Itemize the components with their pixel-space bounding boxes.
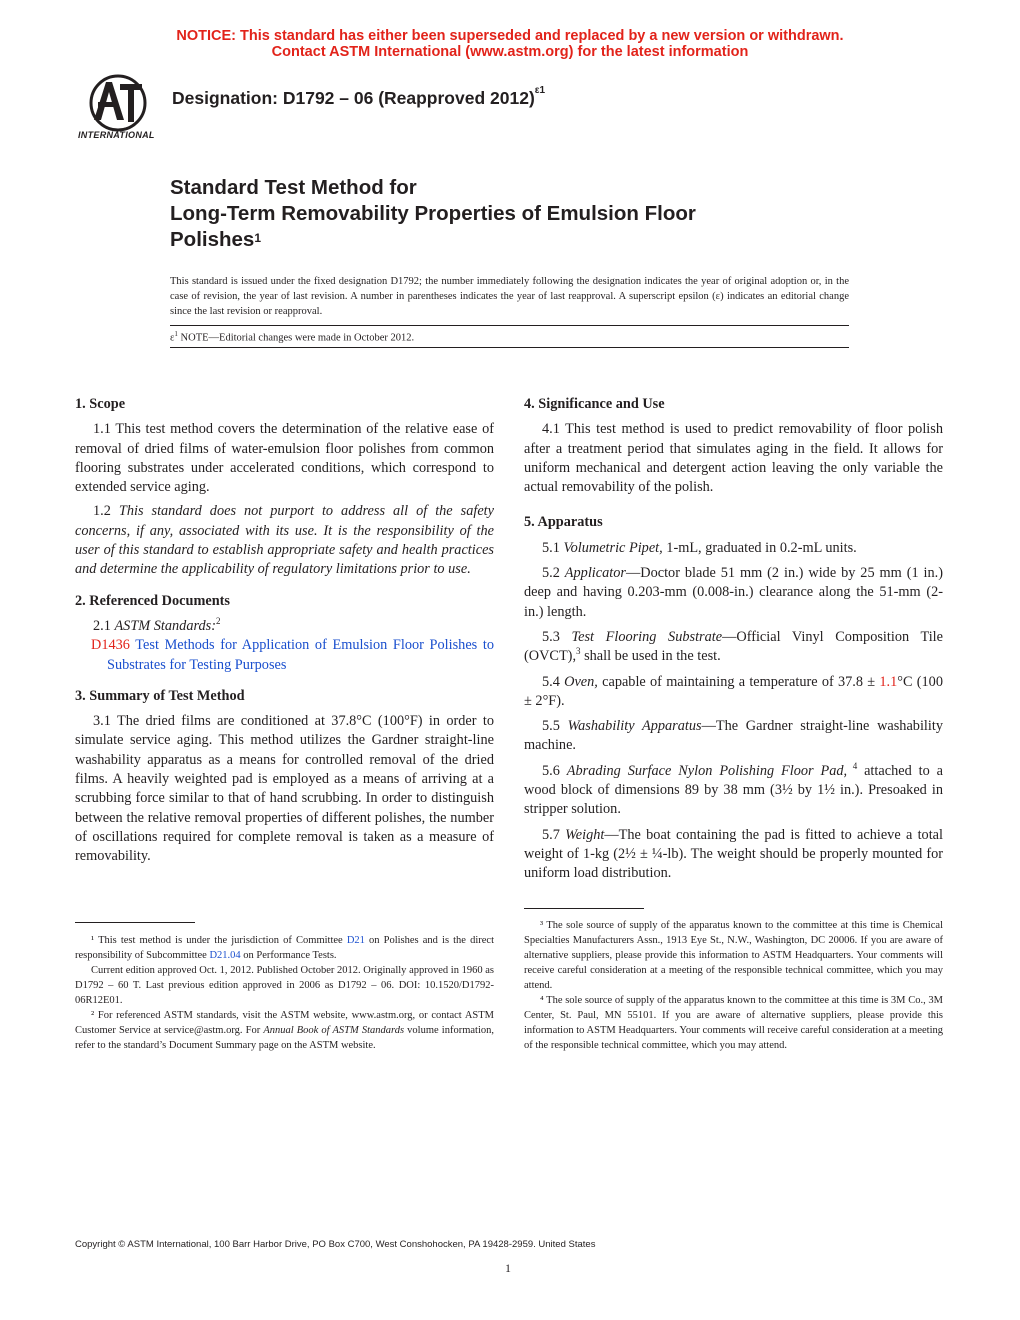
astm-logo: [72, 72, 164, 144]
footnote-rule-right: [524, 908, 644, 909]
committee-d21-link[interactable]: D21: [346, 935, 365, 946]
section-5-heading: 5. Apparatus: [524, 514, 603, 531]
top-rule: [170, 325, 849, 326]
footnote-4: ⁴ The sole source of supply of the apparatus known to the committee at this time is 3M Co., 3M Center, St. Paul, MN 55101. If you are aware of alternative suppliers, please provide this information to ASTM Headquarters. Your comments will receive careful consideration at a meeting of the responsible technical committee, which you may attend.: [524, 995, 943, 1051]
designation-text: Designation: D1792 – 06 (Reapproved 2012): [172, 88, 535, 108]
note-rule: [170, 347, 849, 348]
section-5-3: 5.3 Test Flooring Substrate—Official Vinyl Composition Tile (OVCT),$^3$ shall be used in the test.: [524, 628, 943, 665]
page-number: 1: [505, 1261, 511, 1275]
section-3-1: 3.1 The dried films are conditioned at 37.8°C (100°F) in order to simulate service aging. This method utilizes the Gardner straight-line washability apparatus as a means for controlled removal of the dried films. A heavily weighted pad is employed as a means of arriving at a scrubbing force similar to that of hand scrubbing. In order to distinguish between the relative removal properties of different polishes, the number of oscillations required for complete removal is taken as a measure of removability.: [75, 713, 494, 865]
footnotes-right: [524, 918, 943, 1053]
designation-epsilon: ε1: [534, 85, 546, 96]
section-5-5: 5.5 Washability Apparatus—The Gardner straight-line washability machine.: [524, 718, 943, 754]
section-5-4: 5.4 Oven, capable of maintaining a temperature of 37.8 ± 1.1°C (100 ± 2°F).: [524, 673, 943, 709]
title-line-2: Long-Term Removability Properties of Emulsion Floor: [170, 202, 696, 225]
copyright: Copyright © ASTM International, 100 Barr Harbor Drive, PO Box C700, West Conshohocken, PA 19428-2959. United States: [75, 1239, 596, 1250]
section-4-heading: 4. Significance and Use: [524, 396, 665, 412]
temperature-tolerance: 1.1: [879, 673, 898, 690]
section-2-heading: 2. Referenced Documents: [75, 592, 230, 609]
ref-code[interactable]: D1436: [91, 637, 130, 654]
designation: [172, 85, 546, 109]
left-column: [75, 395, 494, 867]
section-1-1: 1.1 This test method covers the determination of the relative ease of removal of dried films of water-emulsion floor polishes from common flooring substrates under accelerated conditions, which correspond to extended service aging.: [75, 421, 494, 496]
notice-line-2: Contact ASTM International (www.astm.org) for the latest information: [271, 44, 749, 60]
section-5-7: 5.7 Weight—The boat containing the pad is fitted to achieve a total weight of 1-kg (2½ ± ¼-lb). The weight should be properly mounted for uniform load distribution.: [524, 826, 943, 882]
footnote-3: ³ The sole source of supply of the apparatus known to the committee at this time is Chemical Specialties Manufacturers Assn., 1913 Eye St., N.W., Washington, DC 20006. If you are aware of alternative suppliers, please provide this information to ASTM Headquarters. Your comments will receive careful consideration at a meeting of the responsible technical committee, which you may attend.: [524, 920, 943, 991]
notice-line-1: NOTICE: This standard has either been superseded and replaced by a new version or withdrawn.: [176, 28, 844, 44]
footnote-2: ² For referenced ASTM standards, visit the ASTM website, www.astm.org, or contact ASTM Customer Service at service@astm.org. For Annual Book of ASTM Standards volume information, refer to the standard’s Document Summary page on the ASTM website.: [75, 1010, 494, 1051]
reference-d1436[interactable]: [75, 636, 494, 675]
section-4-1: 4.1 This test method is used to predict removability of floor polish after a treatment period that simulates aging in the field. It allows for uniform mechanical and detergent action leaving the only variable the actual removability of the polish.: [524, 421, 943, 496]
document-title: [170, 175, 696, 253]
footnotes-left: [75, 933, 494, 1053]
section-2-1: 2.1 ASTM Standards:$^2$: [93, 616, 221, 634]
title-footnote-ref: 1: [254, 231, 261, 245]
ref-title[interactable]: Test Methods for Application of Emulsion Floor Polishes to Substrates for Testing Purposes: [107, 637, 494, 673]
right-column: [524, 395, 943, 884]
logo-text: INTERNATIONAL: [78, 130, 155, 140]
footnote-rule-left: [75, 922, 195, 923]
intro-paragraph: This standard is issued under the fixed designation D1792; the number immediately following the designation indicates the year of original adoption or, in the case of revision, the year of last revision. A number in parentheses indicates the year of last reapproval. A superscript epsilon (ε) indicates an editorial change since the last revision or reapproval.: [170, 276, 849, 317]
section-3-heading: 3. Summary of Test Method: [75, 687, 245, 704]
section-5-6: 5.6 Abrading Surface Nylon Polishing Floor Pad, $^4$ attached to a wood block of dimensions 89 by 38 mm (3½ by 1½ in.). Presoaked in stripper solution.: [524, 760, 943, 818]
section-5-1: 5.1 Volumetric Pipet, 1-mL, graduated in 0.2-mL units.: [542, 539, 857, 556]
editorial-note: $\varepsilon^1$ NOTE—Editorial changes were made in October 2012.: [170, 330, 415, 344]
subcommittee-link[interactable]: D21.04: [209, 950, 241, 961]
title-line-1: Standard Test Method for: [170, 176, 417, 199]
footnote-1: ¹ This test method is under the jurisdiction of Committee D21 on Polishes and is the direct responsibility of Subcommittee D21.04 on Performance Tests.: [75, 935, 494, 961]
section-1-2: 1.2 This standard does not purport to address all of the safety concerns, if any, associated with its use. It is the responsibility of the user of this standard to establish appropriate safety and health practices and determine the applicability of regulatory limitations prior to use.: [75, 503, 494, 578]
section-1-heading: 1. Scope: [75, 396, 126, 412]
footnote-1-edition: Current edition approved Oct. 1, 2012. Published October 2012. Originally approved in 1960 as D1792 – 60 T. Last previous edition approved in 2006 as D1792 – 06. DOI: 10.1520/D1792-06R12E01.: [75, 965, 494, 1006]
title-line-3: Polishes$^1$: [170, 228, 261, 251]
section-5-2: 5.2 Applicator—Doctor blade 51 mm (2 in.) wide by 25 mm (1 in.) deep and having 0.203-mm (0.008-in.) clearance along the 51-mm (2-in.) length.: [524, 565, 943, 620]
